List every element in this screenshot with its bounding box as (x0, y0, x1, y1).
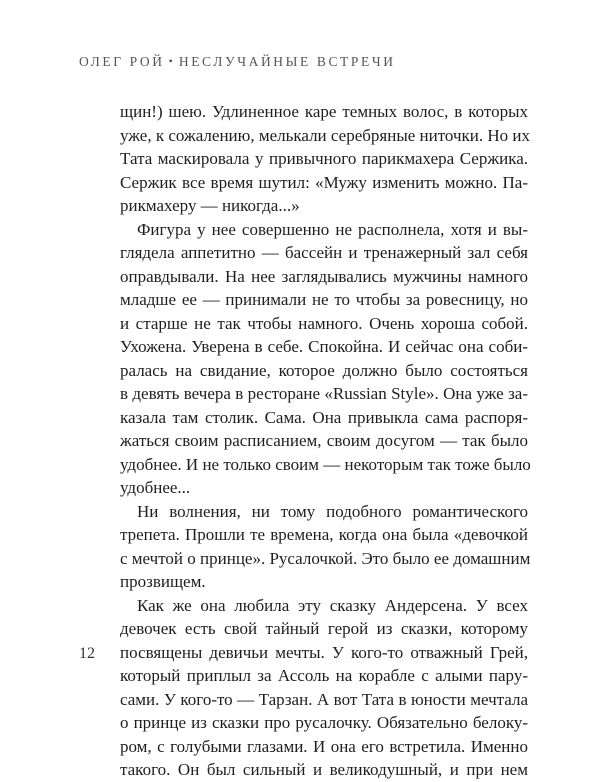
text-line: Ни волнения, ни тому подобного романтического (137, 501, 528, 521)
running-head (79, 54, 396, 70)
text-line: о принце из сказки про русалочку. Обязательно белоку- (120, 713, 528, 732)
text-line: сами. У кого-то — Тарзан. А вот Тата в юности мечтала (120, 689, 528, 709)
text-line: в девять вечера в ресторане «Russian Style». Она уже за- (120, 384, 528, 403)
running-head-title: НЕСЛУЧАЙНЫЕ ВСТРЕЧИ (178, 54, 396, 69)
text-line: ром, с голубыми глазами. И она его встретила. Именно (120, 736, 528, 756)
text-line: трепета. Прошли те времена, когда она была «девочкой (120, 525, 528, 544)
text-line: рикмахеру — никогда...» (120, 196, 300, 215)
text-line: с мечтой о принце». Русалочкой. Это было ее домашним (120, 548, 531, 568)
text-line: посвящены девичьи мечты. У кого-то отважный Грей, (120, 642, 528, 662)
text-line: удобнее... (120, 478, 191, 497)
body-text (120, 100, 531, 782)
text-line: Фигура у нее совершенно не располнела, хотя и вы- (137, 219, 528, 239)
text-line: Как же она любила эту сказку Андерсена. У всех (137, 595, 528, 615)
text-line: Сержик все время шутил: «Мужу изменить можно. Па- (120, 172, 528, 192)
text-line: удобнее. И не только своим — некоторым так тоже было (120, 454, 531, 474)
text-line: уже, к сожалению, мелькали серебряные ниточки. Но их (120, 125, 531, 145)
text-line: жаться своим расписанием, своим досугом — так было (120, 431, 528, 450)
page-number: 12 (79, 645, 95, 662)
running-head-separator: • (168, 54, 173, 68)
text-line: щин!) шею. Удлиненное каре темных волос, в которых (120, 102, 528, 121)
text-line: который приплыл за Ассоль на корабле с алыми пару- (120, 666, 528, 685)
text-line: такого. Он был сильный и великодушный, и при нем (120, 760, 528, 779)
text-line: глядела аппетитно — бассейн и тренажерный зал себя (120, 243, 528, 262)
running-head-author: ОЛЕГ РОЙ (79, 54, 165, 69)
text-line: и старше не так чтобы намного. Очень хороша собой. (120, 313, 528, 333)
text-line: оправдывали. На нее заглядывались мужчины намного (120, 266, 528, 286)
text-line: прозвищем. (120, 572, 206, 591)
text-line: девочек есть свой тайный герой из сказки, которому (120, 619, 528, 638)
text-line: Ухожена. Уверена в себе. Спокойна. И сейчас она соби- (120, 337, 528, 356)
text-line: Тата маскировала у привычного парикмахера Сержика. (120, 149, 528, 168)
text-line: казала там столик. Сама. Она привыкла сама распоря- (120, 407, 528, 427)
text-line: младше ее — принимали не то чтобы за ровесницу, но (120, 290, 528, 309)
text-line: ралась на свидание, которое должно было состояться (120, 360, 528, 380)
